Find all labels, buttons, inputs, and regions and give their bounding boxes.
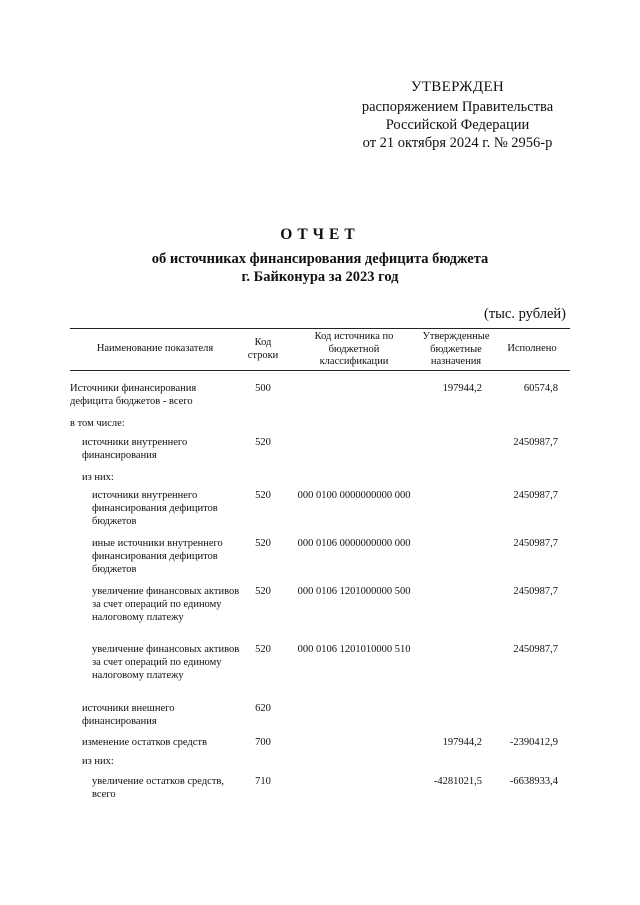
row-8-source: 000 0106 1201010000 510	[297, 644, 411, 655]
row-1-done: 60574,8	[523, 383, 558, 394]
row-10-code: 700	[255, 737, 271, 748]
column-header-approved: Утвержденные бюджетные назначения	[422, 331, 490, 367]
row-3-name: источники внутреннего финансирования	[82, 437, 188, 461]
row-9-name: источники внешнего финансирования	[82, 703, 175, 727]
row-10-approved: 197944,2	[442, 737, 482, 748]
row-1-name: Источники финансирования дефицита бюджетов - всего	[70, 383, 197, 407]
units-label: (тыс. рублей)	[484, 306, 566, 322]
document-subtitle	[0, 250, 640, 286]
row-7-code: 520	[255, 586, 271, 597]
row-3-code: 520	[255, 437, 271, 448]
table-header-bottom-border	[70, 370, 570, 371]
row-6-source: 000 0106 0000000000 000	[297, 538, 411, 549]
row-12-name: увеличение остатков средств, всего	[92, 776, 225, 800]
row-6-code: 520	[255, 538, 271, 549]
row-5-code: 520	[255, 490, 271, 501]
row-1-code: 500	[255, 383, 271, 394]
row-6-done: 2450987,7	[513, 538, 558, 549]
table-header-top-border	[70, 328, 570, 329]
row-3-done: 2450987,7	[513, 437, 558, 448]
row-8-done: 2450987,7	[513, 644, 558, 655]
row-5-done: 2450987,7	[513, 490, 558, 501]
row-5-source: 000 0100 0000000000 000	[297, 490, 411, 501]
row-9-code: 620	[255, 703, 271, 714]
row-10-name: изменение остатков средств	[82, 737, 207, 748]
row-4-name: из них:	[82, 472, 114, 483]
column-header-code: Код строки	[247, 337, 279, 361]
row-7-name: увеличение финансовых активов за счет операций по единому налоговому платежу	[92, 586, 240, 623]
row-12-approved: -4281021,5	[433, 776, 482, 787]
row-11-name: из них:	[82, 756, 114, 767]
approval-block	[340, 78, 575, 152]
approval-line-1: распоряжением Правительства	[361, 99, 554, 115]
approval-line-3: от 21 октября 2024 г. № 2956-р	[362, 135, 553, 151]
row-7-done: 2450987,7	[513, 586, 558, 597]
approval-line-2: Российской Федерации	[385, 117, 530, 133]
row-6-name: иные источники внутреннего финансирования дефицитов бюджетов	[92, 538, 223, 575]
row-2-name: в том числе:	[70, 418, 125, 429]
column-header-done: Исполнено	[507, 343, 557, 354]
subtitle-line-1: об источниках финансирования дефицита бюджета	[151, 251, 489, 267]
row-12-done: -6638933,4	[509, 776, 558, 787]
row-5-name: источники внутреннего финансирования дефицитов бюджетов	[92, 490, 218, 527]
document-title: ОТЧЕТ	[280, 226, 360, 243]
column-header-name: Наименование показателя	[96, 343, 214, 354]
row-7-source: 000 0106 1201000000 500	[297, 586, 411, 597]
column-header-source: Код источника по бюджетной классификации	[314, 331, 394, 367]
approval-header: УТВЕРЖДЕН	[410, 79, 505, 95]
row-12-code: 710	[255, 776, 271, 787]
row-1-approved: 197944,2	[442, 383, 482, 394]
subtitle-line-2: г. Байконура за 2023 год	[241, 269, 399, 285]
row-10-done: -2390412,9	[509, 737, 558, 748]
row-8-name: увеличение финансовых активов за счет операций по единому налоговому платежу	[92, 644, 240, 681]
row-8-code: 520	[255, 644, 271, 655]
